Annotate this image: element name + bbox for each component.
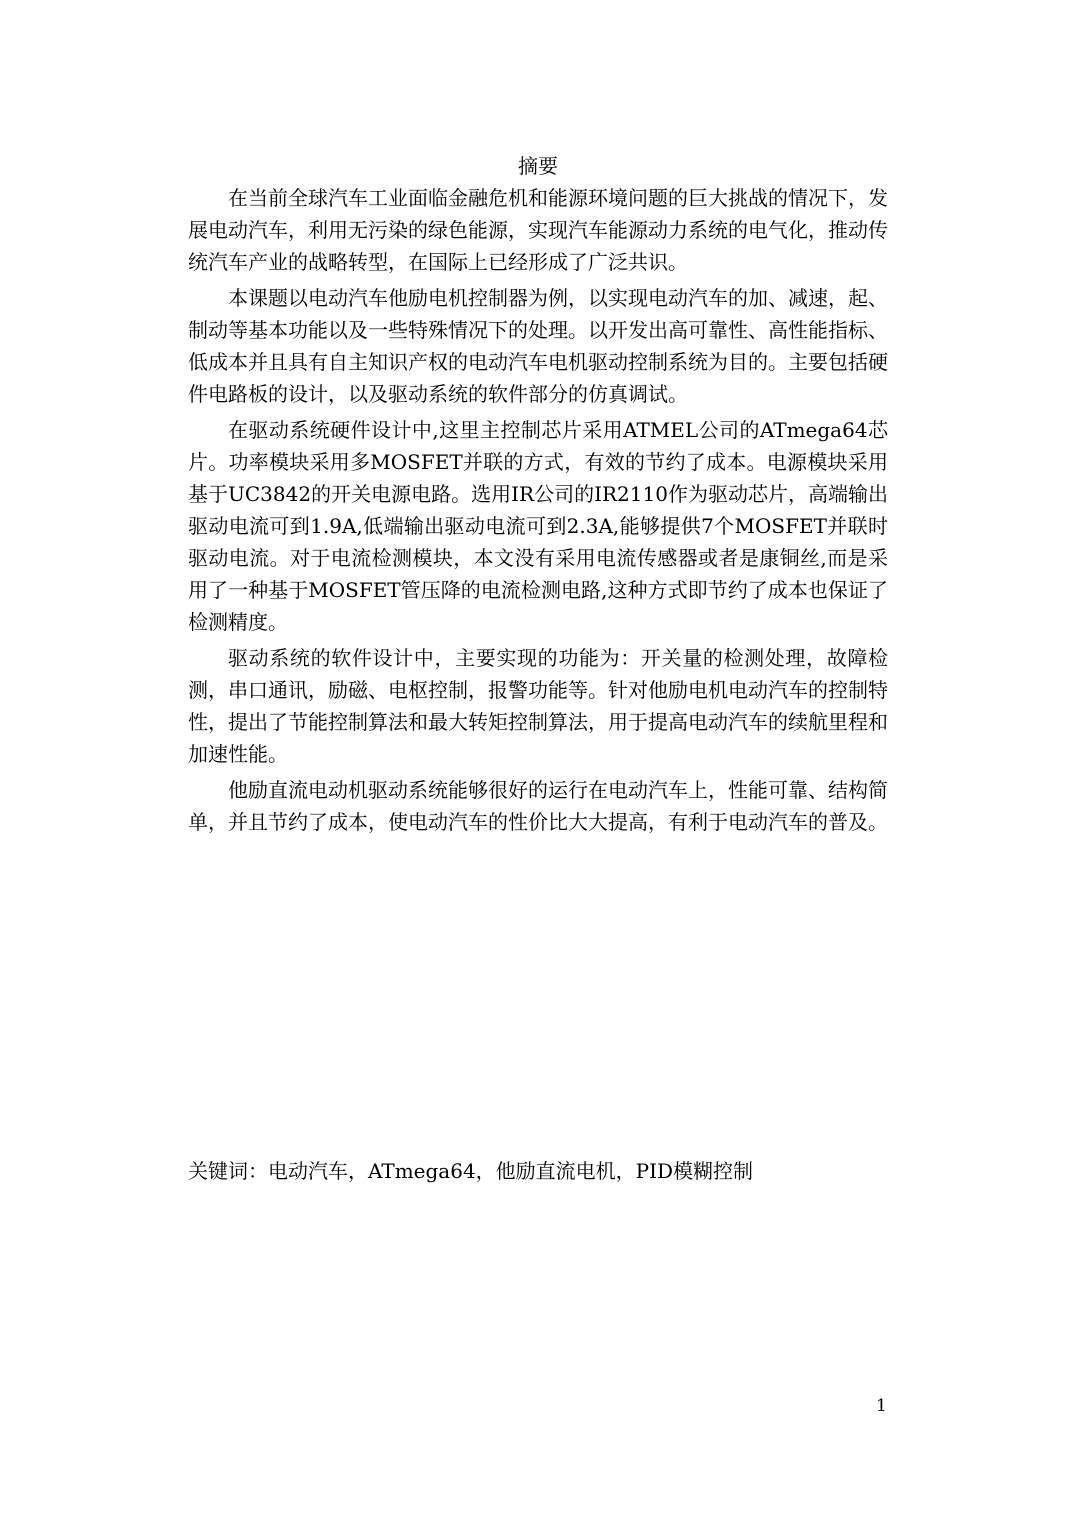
paragraph-2: 本课题以电动汽车他励电机控制器为例，以实现电动汽车的加、减速，起、制动等基本功能以及一些特殊情况下的处理。以开发出高可靠性、高性能指标、低成本并且具有自主知识产权的电动汽车电机驱动控制系统为目的。主要包括硬件电路板的设计，以及驱动系统的软件部分的仿真调试。: [188, 286, 888, 406]
abstract-body: [188, 150, 888, 838]
paragraph-1: 在当前全球汽车工业面临金融危机和能源环境问题的巨大挑战的情况下，发展电动汽车，利用无污染的绿色能源，实现汽车能源动力系统的电气化，推动传统汽车产业的战略转型，在国际上已经形成了广泛共识。: [188, 186, 888, 274]
page-number: 1: [876, 1396, 887, 1416]
paragraph-5-continuation: 单，并且节约了成本，使电动汽车的性价比大大提高，有利于电动汽车的普及。: [188, 810, 888, 834]
abstract-title: 摘要: [518, 154, 558, 178]
paragraph-3: 在驱动系统硬件设计中,这里主控制芯片采用ATMEL公司的ATmega64芯片。功率模块采用多MOSFET并联的方式，有效的节约了成本。电源模块采用基于UC3842的开关电源电路。选用IR公司的IR2110作为驱动芯片，高端输出驱动电流可到1.9A,低端输出驱动电流可到2.3A,能够提供7个MOSFET并联时驱动电流。对于电流检测模块，本文没有采用电流传感器或者是康铜丝,而是采用了一种基于MOSFET管压降的电流检测电路,这种方式即节约了成本也保证了检测精度。: [188, 418, 888, 634]
paragraph-5: 他励直流电动机驱动系统能够很好的运行在电动汽车上，性能可靠、结构简: [228, 778, 888, 802]
paragraph-4: 驱动系统的软件设计中，主要实现的功能为：开关量的检测处理，故障检测，串口通讯，励磁、电枢控制，报警功能等。针对他励电机电动汽车的控制特性，提出了节能控制算法和最大转矩控制算法，用于提高电动汽车的续航里程和加速性能。: [188, 646, 888, 766]
keywords-line: 关键词：电动汽车，ATmega64，他励直流电机，PID模糊控制: [188, 1159, 754, 1183]
